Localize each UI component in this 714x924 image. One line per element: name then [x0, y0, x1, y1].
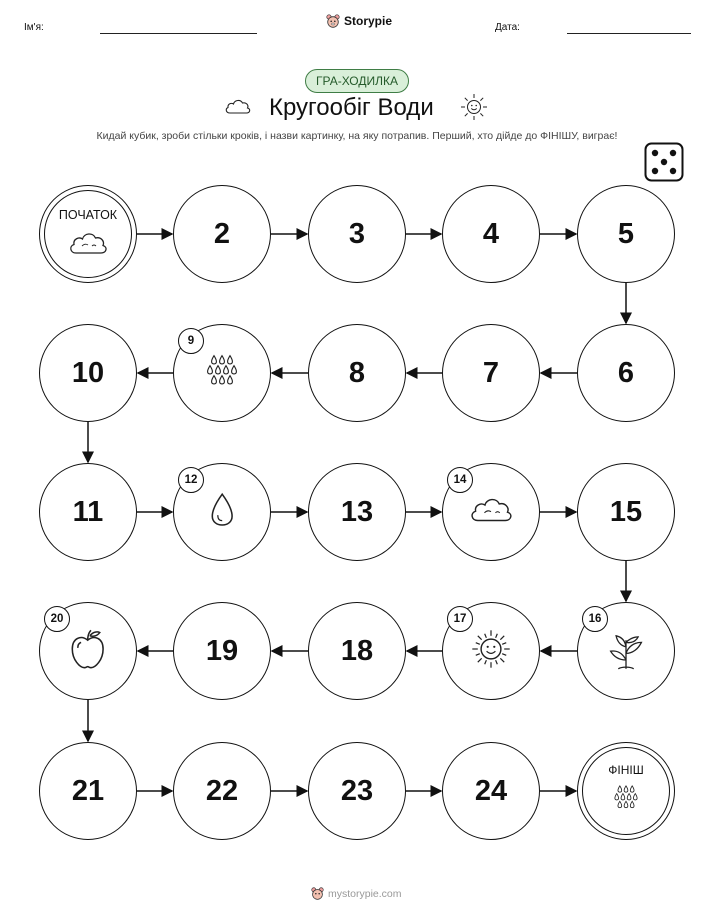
finish-label: ФІНІШ: [608, 763, 644, 777]
board-space-4: [442, 185, 540, 283]
board-space-21: [39, 742, 137, 840]
space-number: 3: [348, 217, 366, 250]
space-number: 7: [482, 356, 500, 389]
space-number: 4: [482, 217, 500, 250]
footer-url[interactable]: mystorypie.com: [328, 887, 402, 900]
space-number: 22: [205, 774, 239, 807]
space-number-badge: 20: [44, 606, 70, 632]
rain-drops-icon: [200, 352, 244, 394]
board-space-14: [442, 463, 540, 561]
brand-name: Storypie: [344, 14, 393, 28]
board-space-16: [577, 602, 675, 700]
space-number: 2: [213, 217, 231, 250]
board-space-7: [442, 324, 540, 422]
date-label: Дата:: [495, 22, 520, 33]
space-number-badge: 12: [178, 467, 204, 493]
space-number: 21: [71, 774, 105, 807]
board-space-23: [308, 742, 406, 840]
board-space-10: [39, 324, 137, 422]
board-space-9: [173, 324, 271, 422]
page-title: Кругообіг Води: [269, 94, 434, 121]
start-label: ПОЧАТОК: [58, 208, 118, 222]
board-space-8: [308, 324, 406, 422]
footer: [311, 887, 402, 900]
board-space-24: [442, 742, 540, 840]
cloud-icon: [469, 493, 513, 531]
space-number: 13: [340, 495, 374, 528]
space-number: 23: [340, 774, 374, 807]
space-number: 10: [71, 356, 105, 389]
board-space-15: [577, 463, 675, 561]
start-space: [39, 185, 137, 283]
space-number-badge: 9: [178, 328, 204, 354]
space-number: 19: [205, 634, 239, 667]
board-space-12: [173, 463, 271, 561]
plant-icon: [604, 627, 648, 676]
space-number: 6: [617, 356, 635, 389]
board-space-2: [173, 185, 271, 283]
bear-logo-icon: [311, 887, 324, 900]
rain-drops-icon: [578, 783, 674, 812]
cloud-icon: [40, 228, 136, 258]
apple-icon: [69, 627, 106, 676]
space-number: 11: [72, 495, 104, 528]
space-number: 8: [348, 356, 366, 389]
game-badge: ГРА-ХОДИЛКА: [305, 69, 409, 93]
board-space-20: [39, 602, 137, 700]
space-number: 24: [474, 774, 508, 807]
space-number-badge: 17: [447, 606, 473, 632]
finish-space: [577, 742, 675, 840]
board-space-18: [308, 602, 406, 700]
space-number-badge: 16: [582, 606, 608, 632]
board-space-5: [577, 185, 675, 283]
board-space-11: [39, 463, 137, 561]
space-number: 18: [340, 634, 374, 667]
space-number: 15: [609, 495, 643, 528]
board-space-13: [308, 463, 406, 561]
sun-icon: [469, 627, 513, 676]
board-space-3: [308, 185, 406, 283]
water-drop-icon: [209, 492, 235, 532]
instructions: Кидай кубик, зроби стільки кроків, і назви картинку, на яку потрапив. Перший, хто дійде до ФІНІШУ, виграє!: [96, 130, 618, 142]
board-space-17: [442, 602, 540, 700]
name-label: Ім'я:: [24, 22, 44, 33]
board-space-6: [577, 324, 675, 422]
board-space-22: [173, 742, 271, 840]
space-number: 5: [617, 217, 635, 250]
board-space-19: [173, 602, 271, 700]
space-number-badge: 14: [447, 467, 473, 493]
